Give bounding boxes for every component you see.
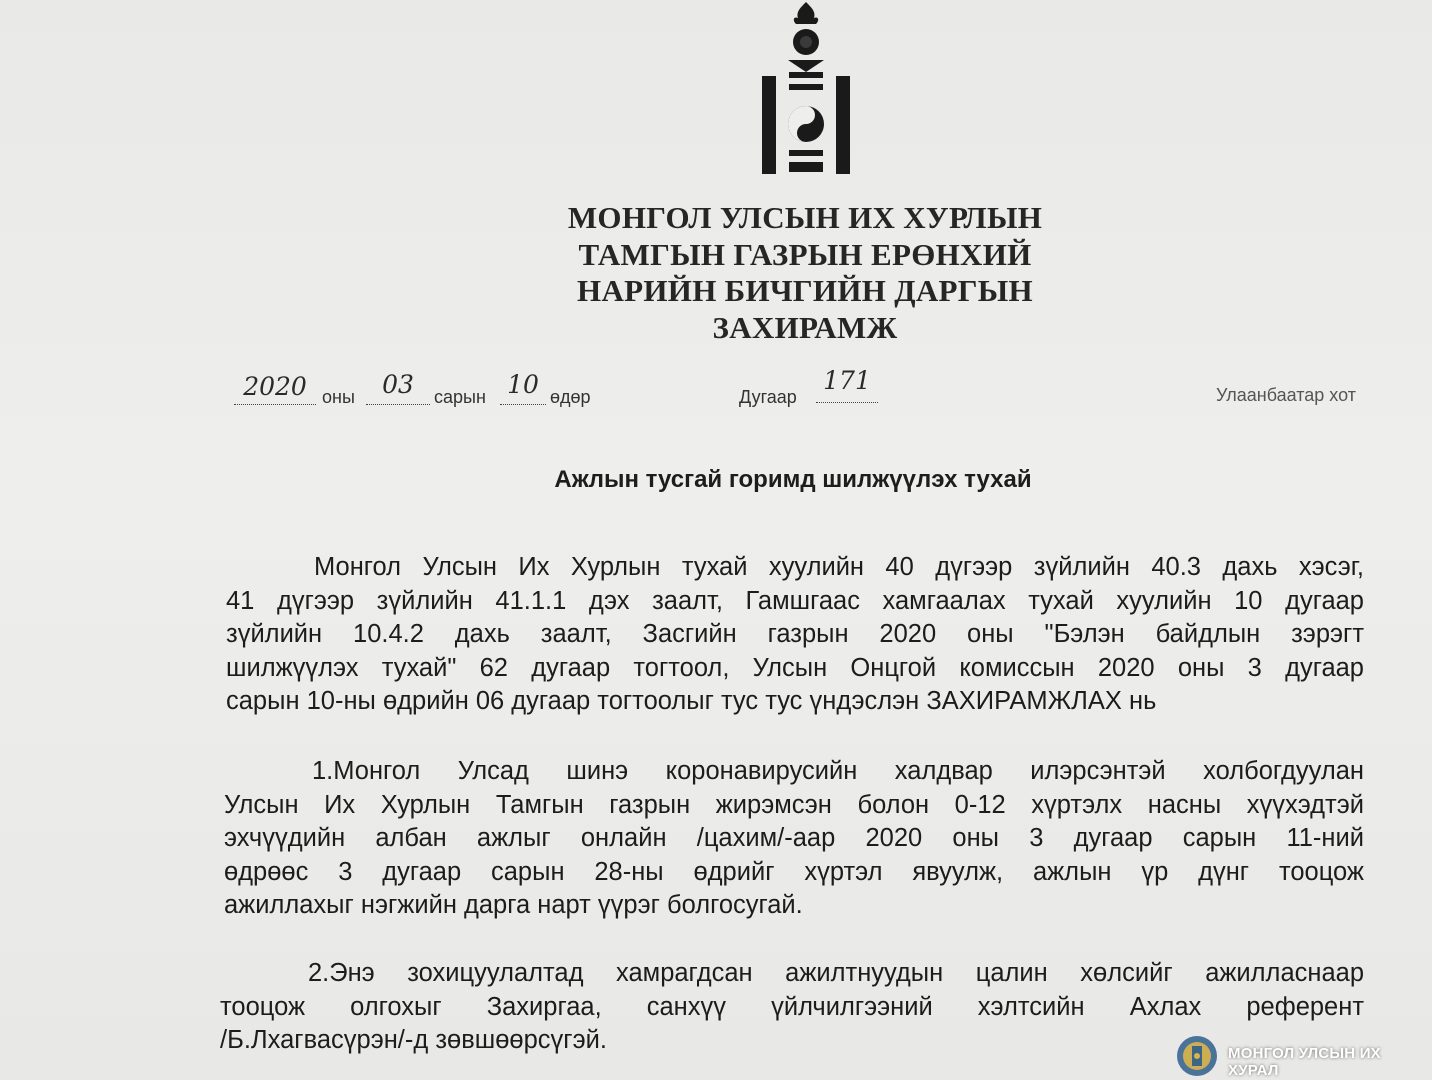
header-line-1: МОНГОЛ УЛСЫН ИХ ХУРЛЫН: [567, 200, 1043, 235]
day-value: 10: [507, 370, 539, 399]
preamble-line-2: 41 дүгээр зүйлийн 41.1.1 дэх заалт, Гамшгаас хамгаалах тухай хуулийн 10 дугаар: [226, 586, 1364, 615]
item-1-paragraph: [224, 755, 1364, 923]
soyombo-emblem-icon: [758, 0, 854, 178]
document-type: ЗАХИРАМЖ: [712, 309, 898, 345]
item-1-line-1: 1.Монгол Улсад шинэ коронавирусийн халдвар илэрсэнтэй холбогдуулан: [312, 757, 1364, 785]
number-label: Дугаар: [739, 387, 797, 407]
preamble-line-3: зүйлийн 10.4.2 дахь заалт, Засгийн газрын 2020 оны "Бэлэн байдлын зэрэгт: [226, 620, 1364, 648]
preamble-paragraph: [226, 551, 1364, 719]
item-2-line-2: тооцож олгохыг Захиргаа, санхүү үйлчилгээний хэлтсийн Ахлах референт: [220, 992, 1364, 1021]
year-label: оны: [322, 387, 355, 407]
preamble-line-5: сарын 10-ны өдрийн 06 дугаар тогтоолыг тус тус үндэслэн ЗАХИРАМЖЛАХ нь: [226, 687, 1157, 715]
item-2-line-3: /Б.Лхагвасүрэн/-д зөвшөөрсүгэй.: [220, 1026, 607, 1054]
preamble-line-1: Монгол Улсын Их Хурлын тухай хуулийн 40 дүгээр зүйлийн 40.3 дахь хэсэг,: [314, 553, 1364, 581]
year-value: 2020: [243, 372, 307, 401]
parliament-logo-icon: [1174, 1034, 1220, 1078]
item-1-line-3: эхчүүдийн албан ажлыг онлайн /цахим/-аар 2020 оны 3 дугаар сарын 11-ний: [224, 824, 1364, 852]
item-1-line-4: өдрөөс 3 дугаар сарын 28-ны өдрийг хүртэл явуулж, ажлын үр дүнг тооцож: [224, 857, 1364, 886]
month-value: 03: [382, 370, 414, 399]
item-2-line-1: 2.Энэ зохицуулалтад хамрагдсан ажилтнуудын цалин хөлсийг ажилласнаар: [308, 959, 1364, 987]
header-line-2: ТАМГЫН ГАЗРЫН ЕРӨНХИЙ: [578, 236, 1032, 272]
header-line-3: НАРИЙН БИЧГИЙН ДАРГЫН: [577, 273, 1033, 308]
day-label: өдөр: [550, 387, 591, 407]
issuer-header: [540, 200, 1070, 346]
document-title: Ажлын тусгай горимд шилжүүлэх тухай: [554, 466, 1032, 493]
month-label: сарын: [434, 387, 486, 407]
watermark-text: МОНГОЛ УЛСЫН ИХ ХУРАЛ: [1228, 1045, 1381, 1079]
item-1-line-5: ажиллахыг нэгжийн дарга нарт үүрэг болгосугай.: [224, 891, 803, 919]
number-value: 171: [823, 366, 871, 395]
preamble-line-4: шилжүүлэх тухай" 62 дугаар тогтоол, Улсын Онцгой комиссын 2020 оны 3 дугаар: [226, 653, 1364, 682]
item-1-line-2: Улсын Их Хурлын Тамгын газрын жирэмсэн болон 0-12 хүртэлх насны хүүхэдтэй: [224, 790, 1364, 819]
place: Улаанбаатар хот: [1216, 385, 1356, 405]
